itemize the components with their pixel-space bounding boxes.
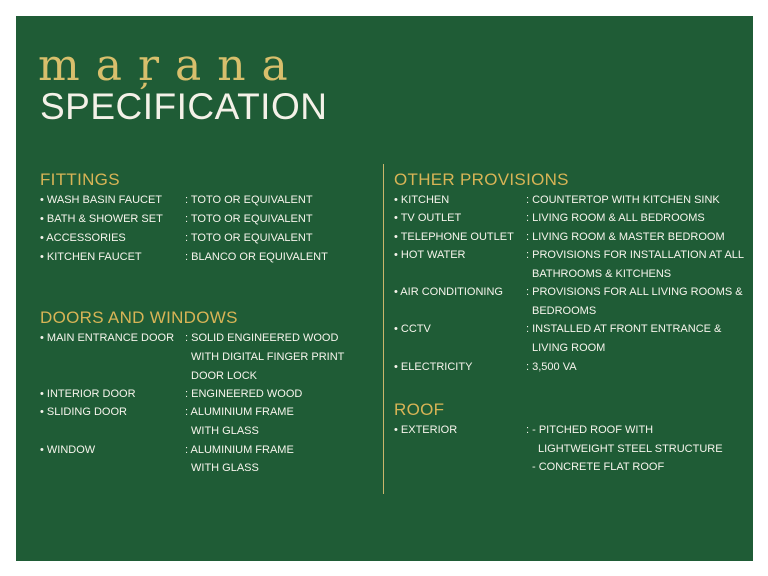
spec-label: • ACCESSORIES <box>40 232 126 244</box>
doors-windows-heading: DOORS AND WINDOWS <box>40 308 238 327</box>
spec-value-continued: BEDROOMS <box>532 305 597 317</box>
spec-value-continued: WITH GLASS <box>191 425 259 437</box>
spec-label: • CCTV <box>394 323 431 335</box>
spec-value-continued: LIVING ROOM <box>532 342 606 354</box>
spec-value-continued: WITH GLASS <box>191 462 259 474</box>
spec-value: : ENGINEERED WOOD <box>185 388 303 400</box>
spec-label: • WASH BASIN FAUCET <box>40 194 163 206</box>
spec-value: : PROVISIONS FOR INSTALLATION AT ALL <box>526 249 745 261</box>
spec-value: : ALUMINIUM FRAME <box>185 406 294 418</box>
spec-label: • EXTERIOR <box>394 424 458 436</box>
spec-label: • MAIN ENTRANCE DOOR <box>40 332 175 344</box>
spec-value: : SOLID ENGINEERED WOOD <box>185 332 339 344</box>
page-title: SPECIFICATION <box>40 86 328 127</box>
spec-value-continued: - CONCRETE FLAT ROOF <box>532 461 665 473</box>
spec-value-continued: WITH DIGITAL FINGER PRINT <box>191 351 345 363</box>
spec-value: : PROVISIONS FOR ALL LIVING ROOMS & <box>526 286 743 298</box>
specification-panel <box>16 16 753 561</box>
spec-value: : TOTO OR EQUIVALENT <box>185 213 313 225</box>
spec-value: : COUNTERTOP WITH KITCHEN SINK <box>526 194 720 206</box>
spec-label: • AIR CONDITIONING <box>394 286 503 298</box>
spec-value: : INSTALLED AT FRONT ENTRANCE & <box>526 323 722 335</box>
spec-value: : LIVING ROOM & ALL BEDROOMS <box>526 212 705 224</box>
spec-label: • KITCHEN <box>394 194 450 206</box>
spec-label: • TELEPHONE OUTLET <box>394 231 514 243</box>
spec-value: : TOTO OR EQUIVALENT <box>185 232 313 244</box>
roof-heading: ROOF <box>394 400 445 419</box>
spec-value: : 3,500 VA <box>526 361 577 373</box>
spec-value: : ALUMINIUM FRAME <box>185 444 294 456</box>
spec-value: : BLANCO OR EQUIVALENT <box>185 251 328 263</box>
spec-value-continued: BATHROOMS & KITCHENS <box>532 268 672 280</box>
spec-label: • SLIDING DOOR <box>40 406 127 418</box>
spec-label: • HOT WATER <box>394 249 466 261</box>
brand-logo: maŗana <box>38 40 304 91</box>
spec-label: • BATH & SHOWER SET <box>40 213 163 225</box>
spec-label: • KITCHEN FAUCET <box>40 251 142 263</box>
fittings-heading: FITTINGS <box>40 170 120 189</box>
spec-value-continued: LIGHTWEIGHT STEEL STRUCTURE <box>538 443 723 455</box>
spec-value: : LIVING ROOM & MASTER BEDROOM <box>526 231 725 243</box>
other-provisions-heading: OTHER PROVISIONS <box>394 170 569 189</box>
spec-value: : TOTO OR EQUIVALENT <box>185 194 313 206</box>
column-divider <box>383 164 384 494</box>
spec-value: : - PITCHED ROOF WITH <box>526 424 654 436</box>
spec-value-continued: DOOR LOCK <box>191 370 258 382</box>
spec-label: • TV OUTLET <box>394 212 462 224</box>
spec-label: • INTERIOR DOOR <box>40 388 136 400</box>
spec-label: • WINDOW <box>40 444 96 456</box>
spec-label: • ELECTRICITY <box>394 361 473 373</box>
